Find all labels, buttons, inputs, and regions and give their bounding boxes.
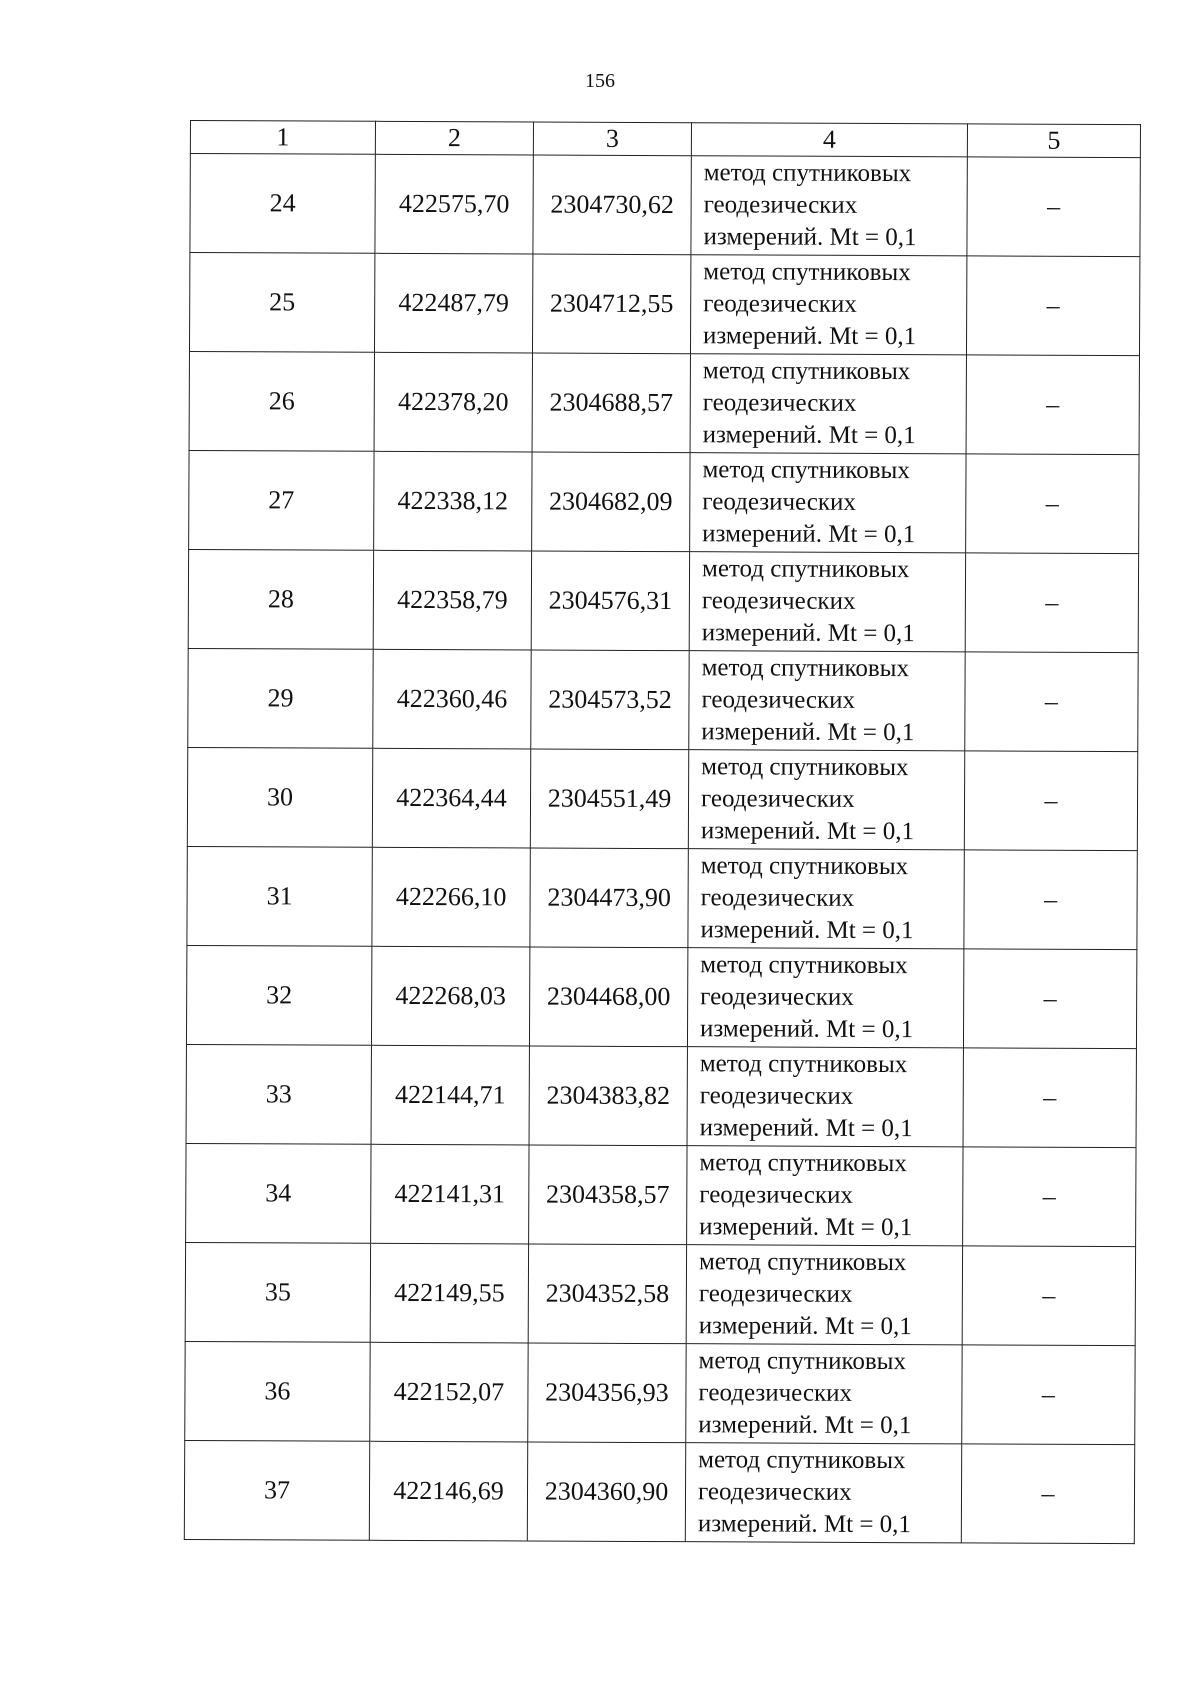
method-line: метод спутниковых (700, 852, 909, 881)
note-cell: – (963, 1147, 1136, 1247)
y-coordinate-cell: 2304473,90 (530, 848, 688, 948)
method-line: метод спутниковых (703, 258, 911, 287)
method-cell (685, 1443, 961, 1543)
note-cell: – (964, 850, 1137, 950)
method-line: измерений. Mt = 0,1 (701, 619, 915, 648)
note-cell: – (966, 355, 1139, 455)
method-cell (690, 255, 966, 355)
x-coordinate-cell: 422144,71 (371, 1045, 529, 1145)
method-line: измерений. Mt = 0,1 (699, 1015, 914, 1044)
point-number-cell: 31 (187, 846, 372, 946)
note-cell: – (966, 454, 1139, 554)
table-row (189, 253, 1139, 356)
method-cell (687, 1047, 963, 1147)
method-line: геодезических (698, 1379, 853, 1407)
x-coordinate-cell: 422152,07 (370, 1342, 528, 1442)
method-line: измерений. Mt = 0,1 (703, 322, 917, 351)
note-cell: – (962, 1345, 1135, 1445)
method-line: метод спутниковых (701, 654, 910, 683)
method-line: измерений. Mt = 0,1 (700, 916, 914, 945)
method-line: геодезических (699, 1181, 853, 1209)
header-col-1: 1 (190, 121, 375, 155)
table-row (187, 747, 1137, 850)
method-line: измерений. Mt = 0,1 (702, 421, 916, 450)
header-col-2: 2 (375, 121, 533, 155)
table-row (184, 1440, 1134, 1543)
x-coordinate-cell: 422268,03 (371, 946, 529, 1046)
method-line: измерений. Mt = 0,1 (700, 817, 915, 846)
method-line: метод спутниковых (698, 1347, 907, 1376)
point-number-cell: 30 (187, 747, 372, 847)
note-cell: – (961, 1444, 1134, 1544)
header-col-5: 5 (967, 124, 1140, 158)
method-cell (689, 651, 965, 751)
method-line: геодезических (701, 686, 856, 714)
table-row (188, 549, 1138, 652)
note-cell: – (964, 751, 1137, 851)
table-row (186, 945, 1136, 1048)
point-number-cell: 25 (189, 253, 374, 353)
table-row (188, 648, 1138, 751)
method-cell (690, 453, 966, 553)
y-coordinate-cell: 2304730,62 (533, 155, 691, 255)
method-line: геодезических (697, 1478, 852, 1506)
method-line: геодезических (700, 983, 854, 1011)
y-coordinate-cell: 2304383,82 (529, 1046, 687, 1146)
method-line: геодезических (701, 587, 856, 615)
method-line: геодезических (699, 1082, 854, 1110)
method-line: метод спутниковых (698, 1446, 906, 1475)
table-row (185, 1341, 1135, 1444)
y-coordinate-cell: 2304573,52 (531, 650, 689, 750)
method-line: геодезических (703, 191, 858, 219)
method-line: измерений. Mt = 0,1 (703, 223, 917, 252)
note-cell: – (967, 157, 1140, 257)
x-coordinate-cell: 422378,20 (374, 352, 532, 452)
method-line: геодезических (700, 884, 855, 912)
table-row (189, 450, 1139, 553)
point-number-cell: 34 (186, 1143, 371, 1243)
point-number-cell: 37 (184, 1440, 369, 1540)
y-coordinate-cell: 2304688,57 (532, 353, 690, 453)
x-coordinate-cell: 422149,55 (370, 1243, 528, 1343)
x-coordinate-cell: 422487,79 (374, 253, 532, 353)
method-line: измерений. Mt = 0,1 (699, 1114, 913, 1143)
method-line: геодезических (700, 785, 855, 813)
table-row (189, 351, 1139, 454)
y-coordinate-cell: 2304551,49 (530, 749, 688, 849)
method-line: измерений. Mt = 0,1 (701, 718, 915, 747)
header-row (190, 121, 1140, 158)
method-line: измерений. Mt = 0,1 (698, 1411, 912, 1440)
method-line: метод спутниковых (701, 555, 910, 584)
note-cell: – (963, 1048, 1136, 1148)
method-cell (686, 1245, 962, 1345)
y-coordinate-cell: 2304352,58 (528, 1244, 686, 1344)
x-coordinate-cell: 422338,12 (374, 451, 532, 551)
method-line: геодезических (703, 290, 857, 318)
method-cell (688, 849, 964, 949)
method-line: метод спутниковых (703, 159, 912, 188)
method-line: метод спутниковых (702, 357, 911, 386)
y-coordinate-cell: 2304356,93 (528, 1343, 686, 1443)
method-cell (687, 1146, 963, 1246)
y-coordinate-cell: 2304360,90 (527, 1442, 685, 1542)
point-number-cell: 32 (186, 945, 371, 1045)
y-coordinate-cell: 2304712,55 (532, 254, 690, 354)
method-line: измерений. Mt = 0,1 (699, 1213, 913, 1242)
table-row (190, 154, 1140, 257)
method-line: метод спутниковых (699, 1050, 908, 1079)
method-line: геодезических (698, 1280, 853, 1308)
table-row (186, 1143, 1136, 1246)
point-number-cell: 29 (188, 648, 373, 748)
table-row (186, 1044, 1136, 1147)
method-line: метод спутниковых (701, 753, 909, 782)
coordinates-table (184, 120, 1141, 1544)
method-line: измерений. Mt = 0,1 (702, 520, 916, 549)
note-cell: – (962, 1246, 1135, 1346)
note-cell: – (963, 949, 1136, 1049)
method-cell (691, 156, 967, 256)
x-coordinate-cell: 422358,79 (373, 550, 531, 650)
note-cell: – (966, 256, 1139, 356)
point-number-cell: 26 (189, 351, 374, 451)
point-number-cell: 24 (190, 154, 375, 254)
method-line: геодезических (702, 389, 857, 417)
method-line: метод спутниковых (699, 1149, 907, 1178)
table-header (190, 121, 1140, 158)
y-coordinate-cell: 2304682,09 (532, 452, 690, 552)
method-cell (690, 354, 966, 454)
x-coordinate-cell: 422141,31 (371, 1144, 529, 1244)
method-line: метод спутниковых (700, 951, 908, 980)
method-cell (688, 750, 964, 850)
table-body (184, 154, 1140, 1544)
point-number-cell: 36 (185, 1341, 370, 1441)
note-cell: – (965, 553, 1138, 653)
method-cell (686, 1344, 962, 1444)
x-coordinate-cell: 422146,69 (369, 1441, 527, 1541)
point-number-cell: 28 (188, 549, 373, 649)
x-coordinate-cell: 422364,44 (372, 748, 530, 848)
note-cell: – (965, 652, 1138, 752)
method-line: геодезических (702, 488, 856, 516)
header-col-4: 4 (691, 123, 967, 157)
table-row (185, 1242, 1135, 1345)
method-cell (689, 552, 965, 652)
point-number-cell: 35 (185, 1242, 370, 1342)
y-coordinate-cell: 2304576,31 (531, 551, 689, 651)
header-col-3: 3 (533, 122, 691, 156)
x-coordinate-cell: 422266,10 (372, 847, 530, 947)
x-coordinate-cell: 422575,70 (375, 154, 533, 254)
x-coordinate-cell: 422360,46 (373, 649, 531, 749)
y-coordinate-cell: 2304358,57 (529, 1145, 687, 1245)
point-number-cell: 27 (189, 450, 374, 550)
method-line: метод спутниковых (698, 1248, 907, 1277)
page-number: 156 (585, 70, 615, 92)
table-row (187, 846, 1137, 949)
point-number-cell: 33 (186, 1044, 371, 1144)
method-line: измерений. Mt = 0,1 (697, 1510, 912, 1539)
method-cell (687, 948, 963, 1048)
method-line: измерений. Mt = 0,1 (698, 1312, 912, 1341)
y-coordinate-cell: 2304468,00 (529, 947, 687, 1047)
method-line: метод спутниковых (702, 456, 910, 485)
